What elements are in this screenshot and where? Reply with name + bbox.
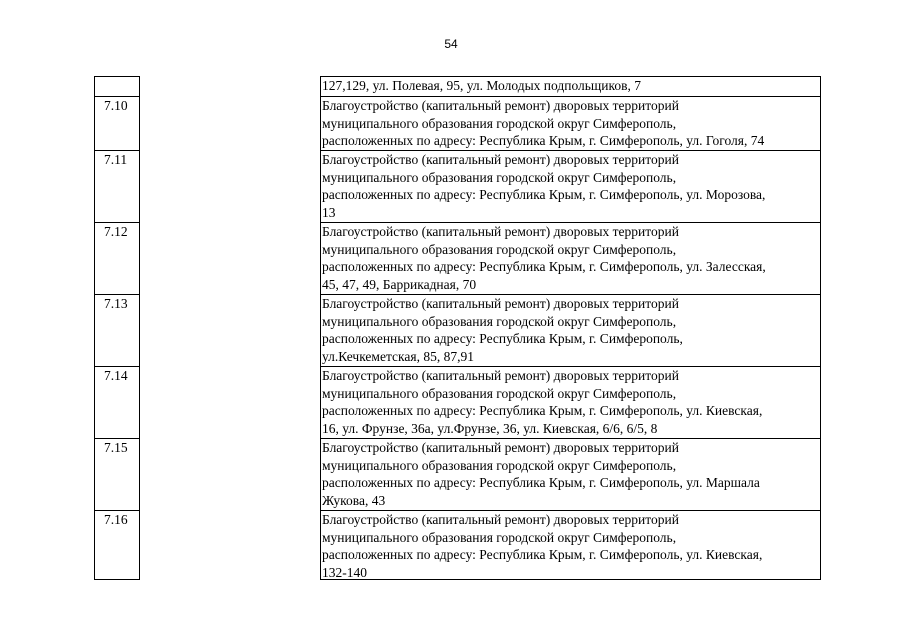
description-line: расположенных по адресу: Республика Крым, г. Симферополь, ул. Залесская,: [322, 259, 766, 275]
page-number: 54: [444, 37, 458, 51]
description-line: расположенных по адресу: Республика Крым, г. Симферополь, ул. Гоголя, 74: [322, 133, 765, 149]
description-line: Благоустройство (капитальный ремонт) дворовых территорий: [322, 152, 679, 167]
table-number-column: [94, 76, 140, 580]
table-row-description: [321, 150, 820, 222]
table-row-number: 7.11: [95, 150, 139, 222]
description-line: 45, 47, 49, Баррикадная, 70: [322, 276, 477, 292]
description-line: муниципального образования городской округ Симферополь,: [322, 115, 677, 131]
table-row-number: 7.12: [95, 222, 139, 294]
description-line: муниципального образования городской округ Симферополь,: [322, 169, 677, 185]
table-row-number: [95, 76, 139, 96]
table-row-number: 7.14: [95, 366, 139, 438]
description-line: Благоустройство (капитальный ремонт) дворовых территорий: [322, 98, 679, 113]
description-line: муниципального образования городской округ Симферополь,: [322, 529, 677, 545]
description-line: муниципального образования городской округ Симферополь,: [322, 241, 677, 257]
table-row-number: 7.16: [95, 510, 139, 580]
description-line: Благоустройство (капитальный ремонт) дворовых территорий: [322, 440, 679, 455]
description-line: 127,129, ул. Полевая, 95, ул. Молодых подпольщиков, 7: [322, 78, 642, 93]
description-line: 132-140: [322, 564, 367, 580]
description-line: муниципального образования городской округ Симферополь,: [322, 385, 677, 401]
description-line: Благоустройство (капитальный ремонт) дворовых территорий: [322, 296, 679, 311]
description-line: расположенных по адресу: Республика Крым, г. Симферополь, ул. Киевская,: [322, 547, 763, 563]
table-row-description: [321, 76, 820, 96]
description-line: расположенных по адресу: Республика Крым, г. Симферополь,: [322, 331, 683, 347]
description-line: ул.Кечкеметская, 85, 87,91: [322, 348, 474, 364]
description-line: муниципального образования городской округ Симферополь,: [322, 313, 677, 329]
description-line: Благоустройство (капитальный ремонт) дворовых территорий: [322, 368, 679, 383]
description-line: расположенных по адресу: Республика Крым, г. Симферополь, ул. Маршала: [322, 475, 760, 491]
description-line: расположенных по адресу: Республика Крым, г. Симферополь, ул. Морозова,: [322, 187, 766, 203]
description-line: Благоустройство (капитальный ремонт) дворовых территорий: [322, 224, 679, 239]
table-description-column: [320, 76, 821, 580]
table-row-number: 7.10: [95, 96, 139, 150]
table-row-description: [321, 438, 820, 510]
table-row-description: [321, 222, 820, 294]
table-row-number: 7.13: [95, 294, 139, 366]
description-line: Жукова, 43: [322, 492, 386, 508]
description-line: расположенных по адресу: Республика Крым, г. Симферополь, ул. Киевская,: [322, 403, 763, 419]
description-line: муниципального образования городской округ Симферополь,: [322, 457, 677, 473]
table-row-description: [321, 510, 820, 580]
table-row-description: [321, 294, 820, 366]
table-row-description: [321, 96, 820, 150]
description-line: Благоустройство (капитальный ремонт) дворовых территорий: [322, 512, 679, 527]
table-row-number: 7.15: [95, 438, 139, 510]
table-row-description: [321, 366, 820, 438]
description-line: 16, ул. Фрунзе, 36а, ул.Фрунзе, 36, ул. Киевская, 6/6, 6/5, 8: [322, 420, 658, 436]
description-line: 13: [322, 204, 336, 220]
